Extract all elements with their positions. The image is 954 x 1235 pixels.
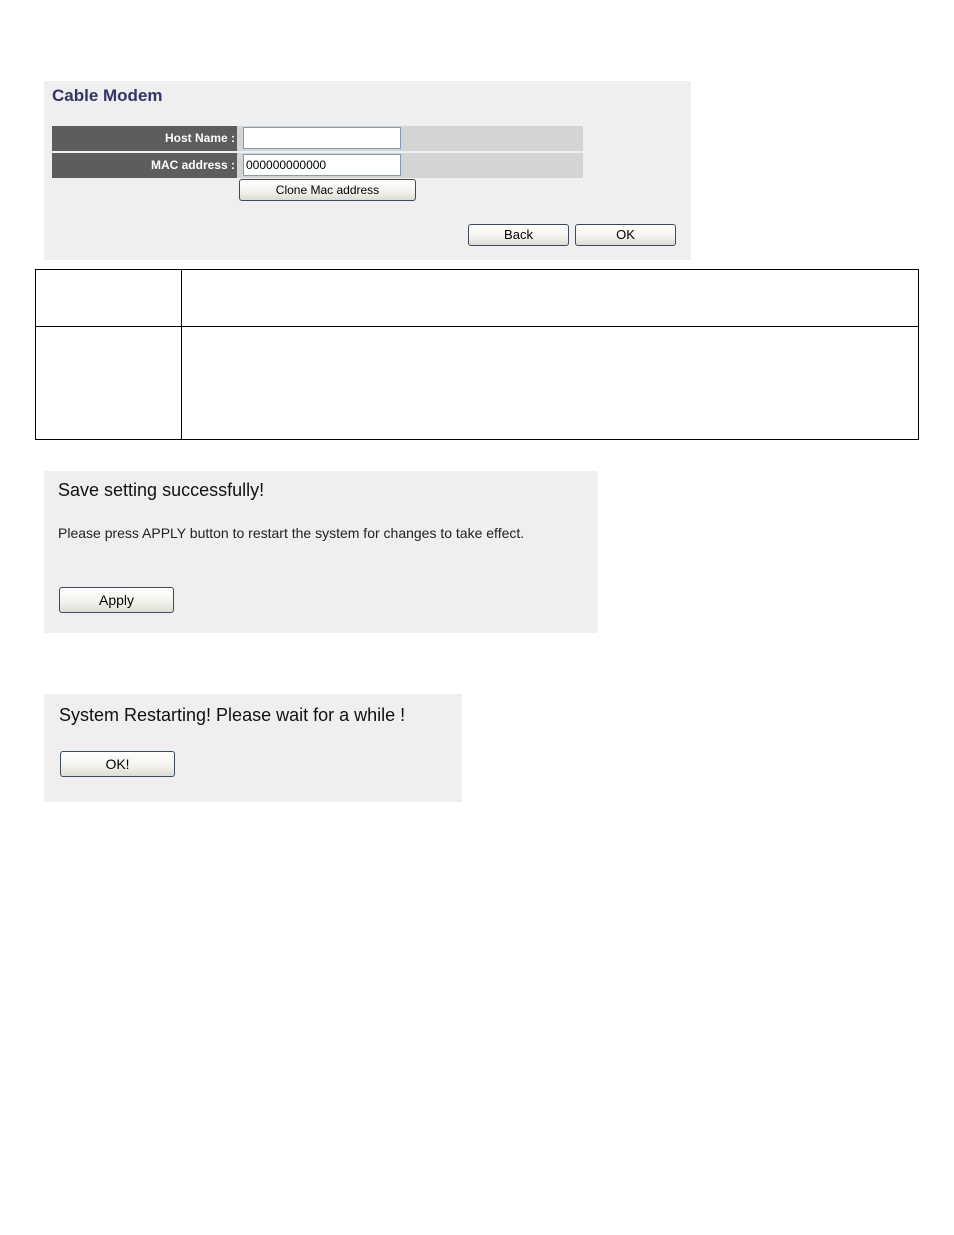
table-row: [36, 327, 919, 440]
mac-address-input[interactable]: [243, 154, 401, 176]
host-name-row: [52, 126, 583, 151]
mac-address-row: [52, 153, 583, 178]
ok-confirm-button[interactable]: OK!: [60, 751, 175, 777]
system-restarting-panel: [44, 694, 462, 802]
cable-modem-panel: [44, 81, 691, 260]
save-setting-panel: [44, 471, 598, 633]
restart-title: System Restarting! Please wait for a while !: [59, 705, 406, 725]
host-name-label: Host Name :: [52, 126, 237, 151]
table-cell: [36, 270, 182, 327]
ok-button[interactable]: OK: [575, 224, 676, 246]
host-name-input[interactable]: [243, 127, 401, 149]
table-cell: [182, 270, 919, 327]
mac-address-label: MAC address :: [52, 153, 237, 178]
table-cell: [36, 327, 182, 440]
back-button[interactable]: Back: [468, 224, 569, 246]
description-table: [35, 269, 919, 440]
save-message: Please press APPLY button to restart the system for changes to take effect.: [58, 525, 525, 541]
clone-mac-address-button[interactable]: Clone Mac address: [239, 179, 416, 201]
table-row: [36, 270, 919, 327]
panel-title: Cable Modem: [52, 86, 163, 105]
apply-button[interactable]: Apply: [59, 587, 174, 613]
save-title: Save setting successfully!: [58, 480, 265, 500]
table-cell: [182, 327, 919, 440]
